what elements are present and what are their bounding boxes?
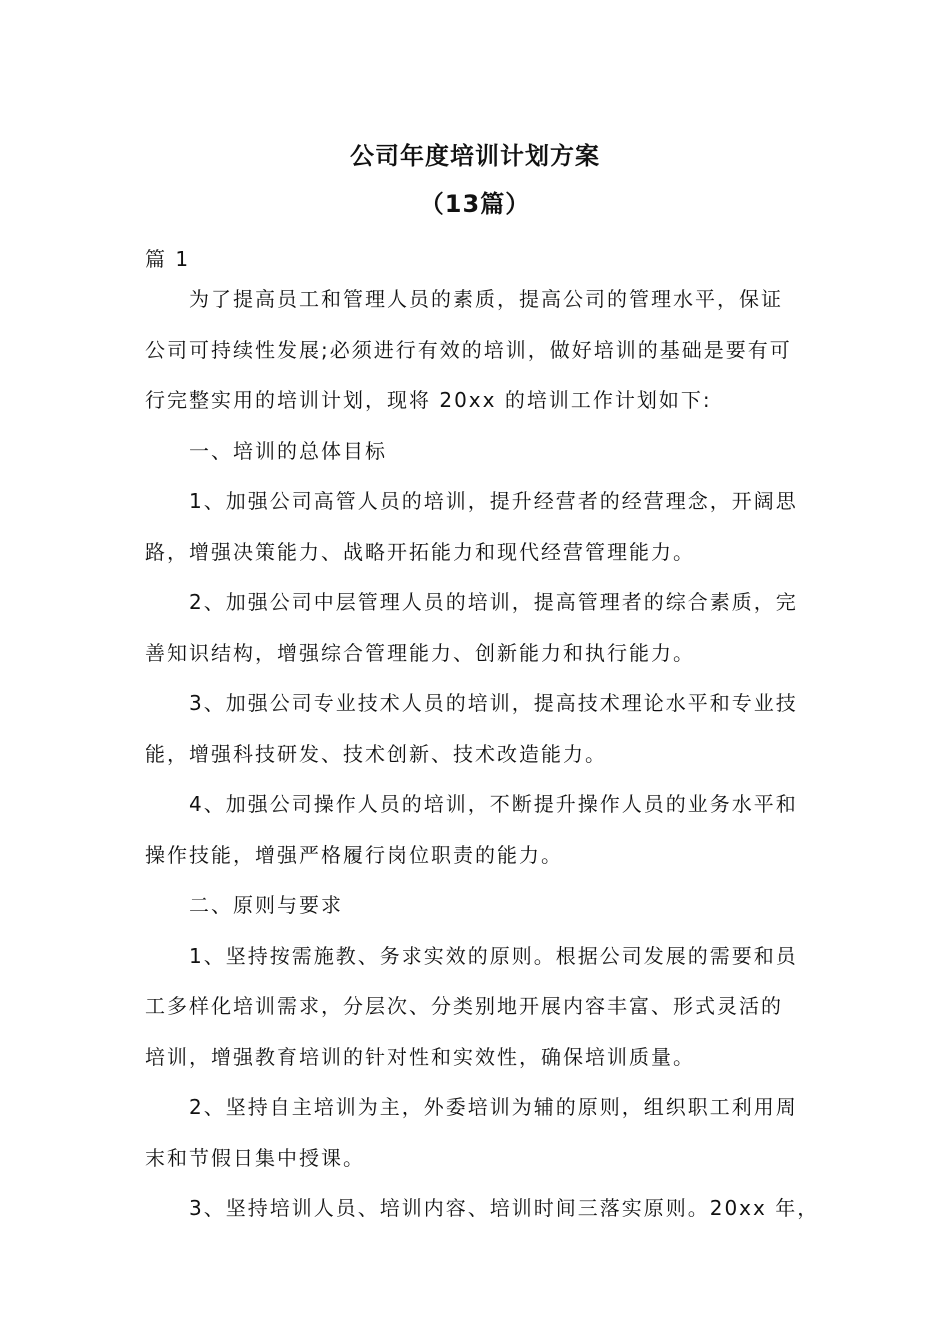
document-body — [145, 274, 820, 1234]
body-line: 公司可持续性发展;必须进行有效的培训，做好培训的基础是要有可 — [145, 337, 792, 362]
heading-principles: 二、原则与要求 — [189, 893, 343, 917]
body-line: 培训，增强教育培训的针对性和实效性，确保培训质量。 — [145, 1044, 695, 1069]
document-subtitle: （13篇） — [419, 190, 531, 218]
document-title: 公司年度培训计划方案 — [350, 142, 600, 170]
body-line: 善知识结构，增强综合管理能力、创新能力和执行能力。 — [145, 640, 695, 665]
body-line: 3、加强公司专业技术人员的培训，提高技术理论水平和专业技 — [189, 691, 798, 715]
body-line: 为了提高员工和管理人员的素质，提高公司的管理水平，保证 — [189, 287, 783, 311]
heading-overall-goals: 一、培训的总体目标 — [189, 438, 387, 463]
body-line: 路，增强决策能力、战略开拓能力和现代经营管理能力。 — [145, 539, 695, 564]
body-line: 工多样化培训需求，分层次、分类别地开展内容丰富、形式灵活的 — [145, 994, 783, 1018]
body-line: 3、坚持培训人员、培训内容、培训时间三落实原则。20xx 年， — [189, 1196, 820, 1220]
section-label: 篇 1 — [145, 247, 191, 271]
body-line: 末和节假日集中授课。 — [145, 1145, 365, 1170]
body-line: 操作技能，增强严格履行岗位职责的能力。 — [145, 842, 563, 867]
body-line: 行完整实用的培训计划，现将 20xx 的培训工作计划如下: — [145, 388, 712, 412]
body-line: 4、加强公司操作人员的培训，不断提升操作人员的业务水平和 — [189, 792, 798, 816]
body-line: 2、坚持自主培训为主，外委培训为辅的原则，组织职工利用周 — [189, 1095, 798, 1119]
body-line: 能，增强科技研发、技术创新、技术改造能力。 — [145, 741, 607, 766]
body-line: 1、坚持按需施教、务求实效的原则。根据公司发展的需要和员 — [189, 943, 798, 968]
body-line: 2、加强公司中层管理人员的培训，提高管理者的综合素质，完 — [189, 590, 798, 614]
body-line: 1、加强公司高管人员的培训，提升经营者的经营理念，开阔思 — [189, 489, 798, 513]
